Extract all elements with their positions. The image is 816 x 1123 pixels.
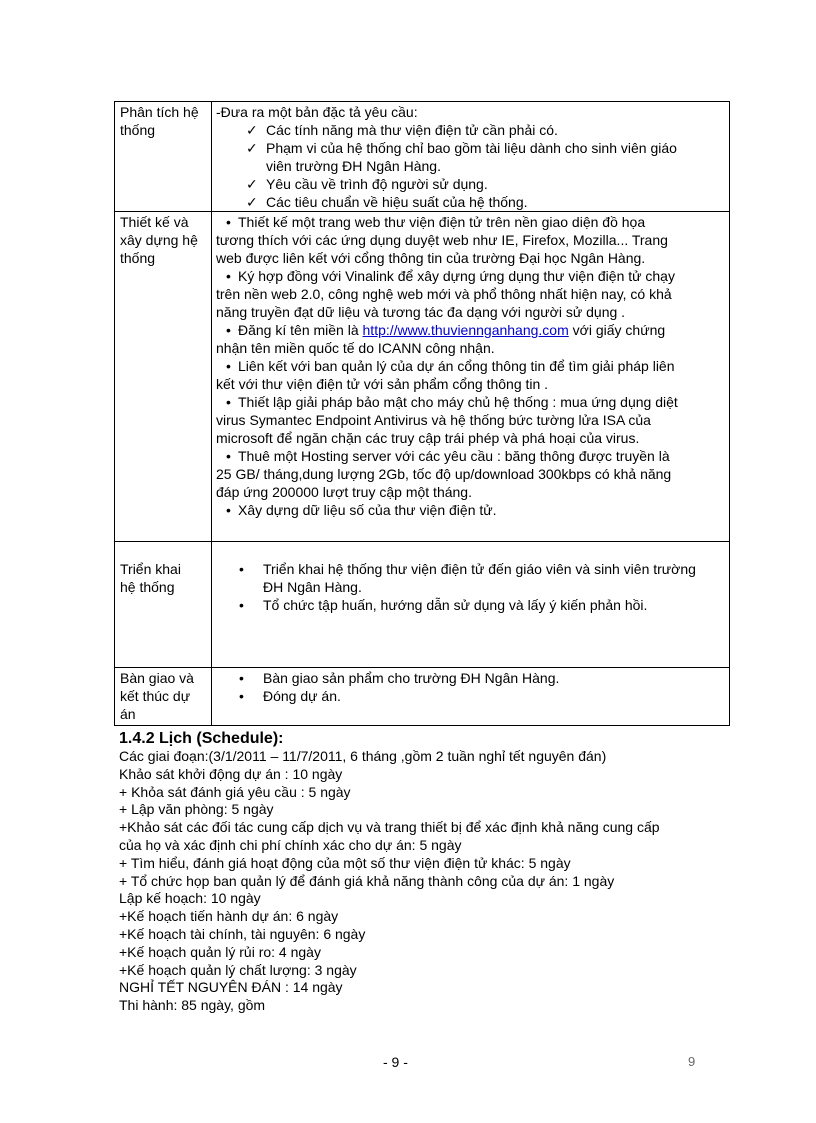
phase-cell: Bàn giao và kết thúc dự án — [115, 668, 212, 726]
schedule-line: Thi hành: 85 ngày, gồm — [119, 997, 266, 1014]
table-row — [115, 668, 730, 726]
schedule-line: +Kế hoạch quản lý rủi ro: 4 ngày — [119, 943, 321, 960]
content-cell — [212, 542, 730, 668]
check-icon: ✓ — [246, 140, 258, 156]
check-icon: ✓ — [246, 194, 258, 210]
corner-page-number: 9 — [688, 1054, 696, 1069]
schedule-line: +Khảo sát các đối tác cung cấp dịch vụ và trang thiết bị để xác định khả năng cung cấp — [119, 819, 660, 836]
list-item: • Triển khai hệ thống thư viện điện tử đến giáo viên và sinh viên trường ĐH Ngân Hàng. — [239, 561, 696, 595]
content-cell — [212, 102, 730, 212]
check-icon: ✓ — [246, 176, 258, 192]
list-item: • Đóng dự án. — [239, 688, 341, 704]
list-item: • Tổ chức tập huấn, hướng dẫn sử dụng và lấy ý kiến phản hồi. — [239, 597, 648, 613]
phase-cell: Phân tích hệ thống — [115, 102, 212, 212]
list-item: • Thiết lập giải pháp bảo mật cho máy chủ hệ thống : mua ứng dụng diệt virus Symantec Endpoint Antivirus và hệ thống bức tường lửa ISA của microsoft để ngăn chặn các truy cập trái phép và phá hoại của virus. — [216, 394, 678, 446]
phase-cell: Thiết kế và xây dựng hệ thống — [115, 212, 212, 542]
schedule-line: +Kế hoạch quản lý chất lượng: 3 ngày — [119, 961, 357, 978]
bullet-icon: • — [226, 214, 231, 230]
schedule-section — [119, 729, 719, 1015]
schedule-line: Lập kế hoạch: 10 ngày — [119, 890, 261, 907]
content-cell — [212, 212, 730, 542]
schedule-line: Khảo sát khởi động dự án : 10 ngày — [119, 765, 343, 782]
bullet-icon: • — [239, 561, 244, 577]
table-row — [115, 212, 730, 542]
list-item: • Thuê một Hosting server với các yêu cầu : băng thông được truyền là 25 GB/ tháng,dung lượng 2Gb, tốc độ up/download 300kbps có khả năng đáp ứng 200000 lượt truy cập một tháng. — [216, 448, 672, 500]
phase-cell: Triển khai hệ thống — [115, 542, 212, 668]
bullet-icon: • — [226, 268, 231, 284]
bullet-icon: • — [239, 670, 244, 686]
list-item: • Ký hợp đồng với Vinalink để xây dựng ứng dụng thư viện điện tử chạy trên nền web 2.0, công nghệ web mới và phổ thông nhất hiện nay, có khả năng truyền đạt dữ liệu và tương tác đa dạng với người sử dụng . — [216, 268, 675, 320]
list-item: ✓ Yêu cầu về trình độ người sử dụng. — [246, 176, 488, 192]
list-item: ✓ Phạm vi của hệ thống chỉ bao gồm tài liệu dành cho sinh viên giáo viên trường ĐH Ngân Hàng. — [246, 140, 677, 174]
list-item: • Liên kết với ban quản lý của dự án cổng thông tin để tìm giải pháp liên kết với thư viện điện tử với sản phẩm cổng thông tin . — [216, 358, 675, 392]
bullet-icon: • — [239, 597, 244, 613]
schedule-line: + Tổ chức họp ban quản lý để đánh giá khả năng thành công của dự án: 1 ngày — [119, 872, 615, 889]
bullet-icon: • — [226, 502, 231, 518]
schedule-line: + Khỏa sát đánh giá yêu cầu : 5 ngày — [119, 783, 351, 800]
list-item: • Xây dựng dữ liệu số của thư viện điện tử. — [216, 501, 725, 519]
table-row — [115, 102, 730, 212]
schedule-line: Các giai đoạn:(3/1/2011 – 11/7/2011, 6 tháng ,gồm 2 tuần nghỉ tết nguyên đán) — [119, 748, 607, 764]
bullet-icon: • — [226, 358, 231, 374]
schedule-line: NGHỈ TẾT NGUYÊN ĐÁN : 14 ngày — [119, 979, 343, 996]
schedule-line: + Lập văn phòng: 5 ngày — [119, 801, 274, 818]
bullet-icon: • — [226, 448, 231, 464]
schedule-line: + Tìm hiểu, đánh giá hoạt động của một số thư viện điện tử khác: 5 ngày — [119, 854, 571, 871]
schedule-line: +Kế hoạch tài chính, tài nguyên: 6 ngày — [119, 925, 366, 942]
list-item: • Đăng kí tên miền là http://www.thuviennganhang.com với giấy chứng nhận tên miền quốc tế do ICANN công nhận. — [216, 322, 666, 356]
list-item: ✓ Các tiêu chuẩn về hiệu suất của hệ thống. — [246, 194, 528, 210]
intro-text: -Đưa ra một bản đặc tả yêu cầu: — [216, 104, 418, 120]
page-number: - 9 - — [383, 1054, 408, 1070]
bullet-icon: • — [239, 688, 244, 704]
check-icon: ✓ — [246, 122, 258, 138]
bullet-icon: • — [226, 322, 231, 338]
list-item: • Bàn giao sản phẩm cho trường ĐH Ngân Hàng. — [239, 670, 560, 686]
schedule-line: của họ và xác định chi phí chính xác cho dự án: 5 ngày — [119, 836, 462, 853]
domain-link[interactable]: http://www.thuviennganhang.com — [362, 322, 569, 338]
section-heading: 1.4.2 Lịch (Schedule): — [119, 730, 284, 747]
table-row — [115, 542, 730, 668]
bullet-icon: • — [226, 394, 231, 410]
list-item: • Thiết kế một trang web thư viện điện tử trên nền giao diện đồ họa tương thích với các ứng dụng duyệt web như IE, Firefox, Mozilla... Trang web được liên kết với cổng thông tin của trường Đại học Ngân Hàng. — [216, 214, 668, 266]
schedule-line: +Kế hoạch tiến hành dự án: 6 ngày — [119, 908, 339, 925]
list-item: ✓ Các tính năng mà thư viện điện tử cần phải có. — [246, 122, 558, 138]
project-phases-table — [114, 101, 730, 726]
content-cell — [212, 668, 730, 726]
